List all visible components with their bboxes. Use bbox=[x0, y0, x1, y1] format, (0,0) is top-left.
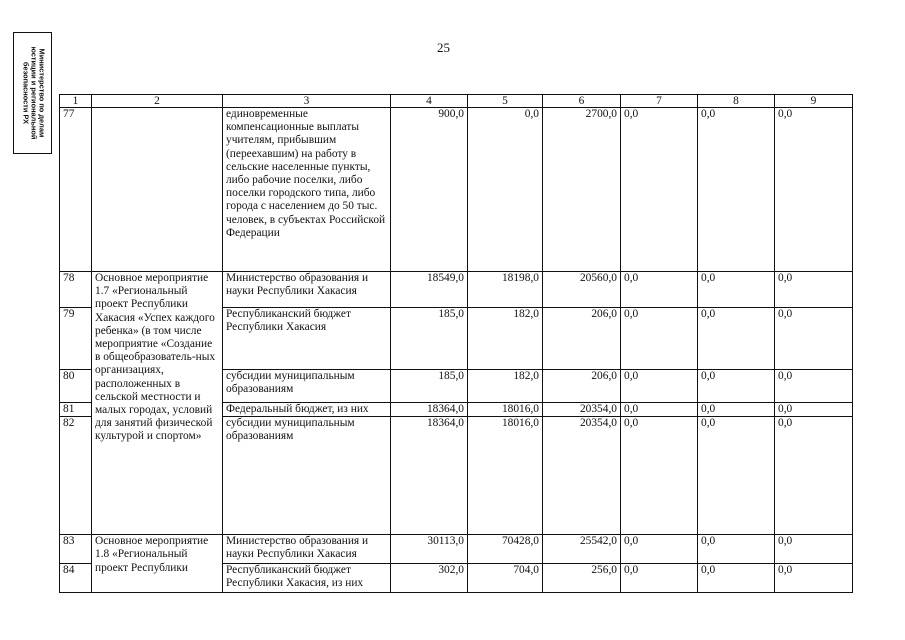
value-col6: 25542,0 bbox=[543, 535, 621, 564]
column-header: 4 bbox=[391, 95, 468, 108]
value-col8: 0,0 bbox=[698, 272, 775, 308]
event-description: Основное мероприятие 1.7 «Региональный проект Республики Хакасия «Успех каждого ребенка» (в том числе мероприятие «Создание в общеобразователь-ных организациях, расположенных в сельской местности и малых городах, условий для занятий физической культурой и спортом» bbox=[92, 272, 223, 535]
value-col9: 0,0 bbox=[775, 564, 853, 593]
value-col9: 0,0 bbox=[775, 417, 853, 535]
column-header: 7 bbox=[621, 95, 698, 108]
value-col5: 0,0 bbox=[468, 108, 543, 272]
value-col8: 0,0 bbox=[698, 108, 775, 272]
row-number: 78 bbox=[60, 272, 92, 308]
value-col5: 182,0 bbox=[468, 308, 543, 370]
value-col4: 302,0 bbox=[391, 564, 468, 593]
funding-source: Республиканский бюджет Республики Хакасия bbox=[223, 308, 391, 370]
value-col7: 0,0 bbox=[621, 535, 698, 564]
value-col4: 18549,0 bbox=[391, 272, 468, 308]
table-row bbox=[60, 272, 853, 308]
funding-source: Федеральный бюджет, из них bbox=[223, 403, 391, 417]
stamp-text bbox=[20, 34, 45, 152]
value-col6: 2700,0 bbox=[543, 108, 621, 272]
value-col5: 182,0 bbox=[468, 370, 543, 403]
registration-stamp bbox=[13, 32, 52, 154]
value-col9: 0,0 bbox=[775, 308, 853, 370]
value-col5: 18016,0 bbox=[468, 417, 543, 535]
value-col6: 20560,0 bbox=[543, 272, 621, 308]
funding-source: Республиканский бюджет Республики Хакасия, из них bbox=[223, 564, 391, 593]
column-header: 8 bbox=[698, 95, 775, 108]
value-col8: 0,0 bbox=[698, 403, 775, 417]
budget-table bbox=[59, 94, 853, 593]
value-col8: 0,0 bbox=[698, 417, 775, 535]
table-row bbox=[60, 108, 853, 272]
value-col9: 0,0 bbox=[775, 535, 853, 564]
value-col6: 206,0 bbox=[543, 308, 621, 370]
value-col6: 206,0 bbox=[543, 370, 621, 403]
stamp-line: безопасности РХ bbox=[20, 61, 30, 125]
funding-source: субсидии муниципальным образованиям bbox=[223, 417, 391, 535]
value-col7: 0,0 bbox=[621, 308, 698, 370]
column-header: 5 bbox=[468, 95, 543, 108]
row-number: 79 bbox=[60, 308, 92, 370]
value-col8: 0,0 bbox=[698, 308, 775, 370]
event-description: Основное мероприятие 1.8 «Региональный проект Республики bbox=[92, 535, 223, 593]
row-number: 80 bbox=[60, 370, 92, 403]
value-col5: 18016,0 bbox=[468, 403, 543, 417]
table-header-row bbox=[60, 95, 853, 108]
column-header: 9 bbox=[775, 95, 853, 108]
value-col9: 0,0 bbox=[775, 272, 853, 308]
value-col8: 0,0 bbox=[698, 564, 775, 593]
table-row bbox=[60, 535, 853, 564]
funding-source: единовременные компенсационные выплаты учителям, прибывшим (переехавшим) на работу в сельские населенные пункты, либо рабочие поселки, либо поселки городского типа, либо города с населением до 50 тыс. человек, в субъектах Российской Федерации bbox=[223, 108, 391, 272]
value-col9: 0,0 bbox=[775, 370, 853, 403]
value-col4: 18364,0 bbox=[391, 417, 468, 535]
value-col7: 0,0 bbox=[621, 403, 698, 417]
value-col5: 70428,0 bbox=[468, 535, 543, 564]
value-col6: 20354,0 bbox=[543, 417, 621, 535]
value-col7: 0,0 bbox=[621, 272, 698, 308]
column-header: 6 bbox=[543, 95, 621, 108]
row-number: 83 bbox=[60, 535, 92, 564]
stamp-line: юстиции и региональной bbox=[28, 46, 38, 140]
column-header: 3 bbox=[223, 95, 391, 108]
value-col4: 185,0 bbox=[391, 308, 468, 370]
value-col4: 30113,0 bbox=[391, 535, 468, 564]
row-number: 82 bbox=[60, 417, 92, 535]
row-description bbox=[92, 108, 223, 272]
value-col4: 185,0 bbox=[391, 370, 468, 403]
funding-source: Министерство образования и науки Республики Хакасия bbox=[223, 535, 391, 564]
value-col7: 0,0 bbox=[621, 108, 698, 272]
value-col8: 0,0 bbox=[698, 370, 775, 403]
value-col9: 0,0 bbox=[775, 403, 853, 417]
value-col6: 20354,0 bbox=[543, 403, 621, 417]
funding-source: Министерство образования и науки Республики Хакасия bbox=[223, 272, 391, 308]
stamp-line: Министерство по делам bbox=[36, 48, 46, 138]
page-number: 25 bbox=[437, 40, 450, 55]
value-col4: 900,0 bbox=[391, 108, 468, 272]
column-header: 2 bbox=[92, 95, 223, 108]
value-col5: 704,0 bbox=[468, 564, 543, 593]
column-header: 1 bbox=[60, 95, 92, 108]
value-col7: 0,0 bbox=[621, 564, 698, 593]
value-col6: 256,0 bbox=[543, 564, 621, 593]
value-col7: 0,0 bbox=[621, 370, 698, 403]
row-number: 84 bbox=[60, 564, 92, 593]
row-number: 77 bbox=[60, 108, 92, 272]
value-col7: 0,0 bbox=[621, 417, 698, 535]
value-col8: 0,0 bbox=[698, 535, 775, 564]
value-col5: 18198,0 bbox=[468, 272, 543, 308]
value-col9: 0,0 bbox=[775, 108, 853, 272]
funding-source: субсидии муниципальным образованиям bbox=[223, 370, 391, 403]
row-number: 81 bbox=[60, 403, 92, 417]
value-col4: 18364,0 bbox=[391, 403, 468, 417]
